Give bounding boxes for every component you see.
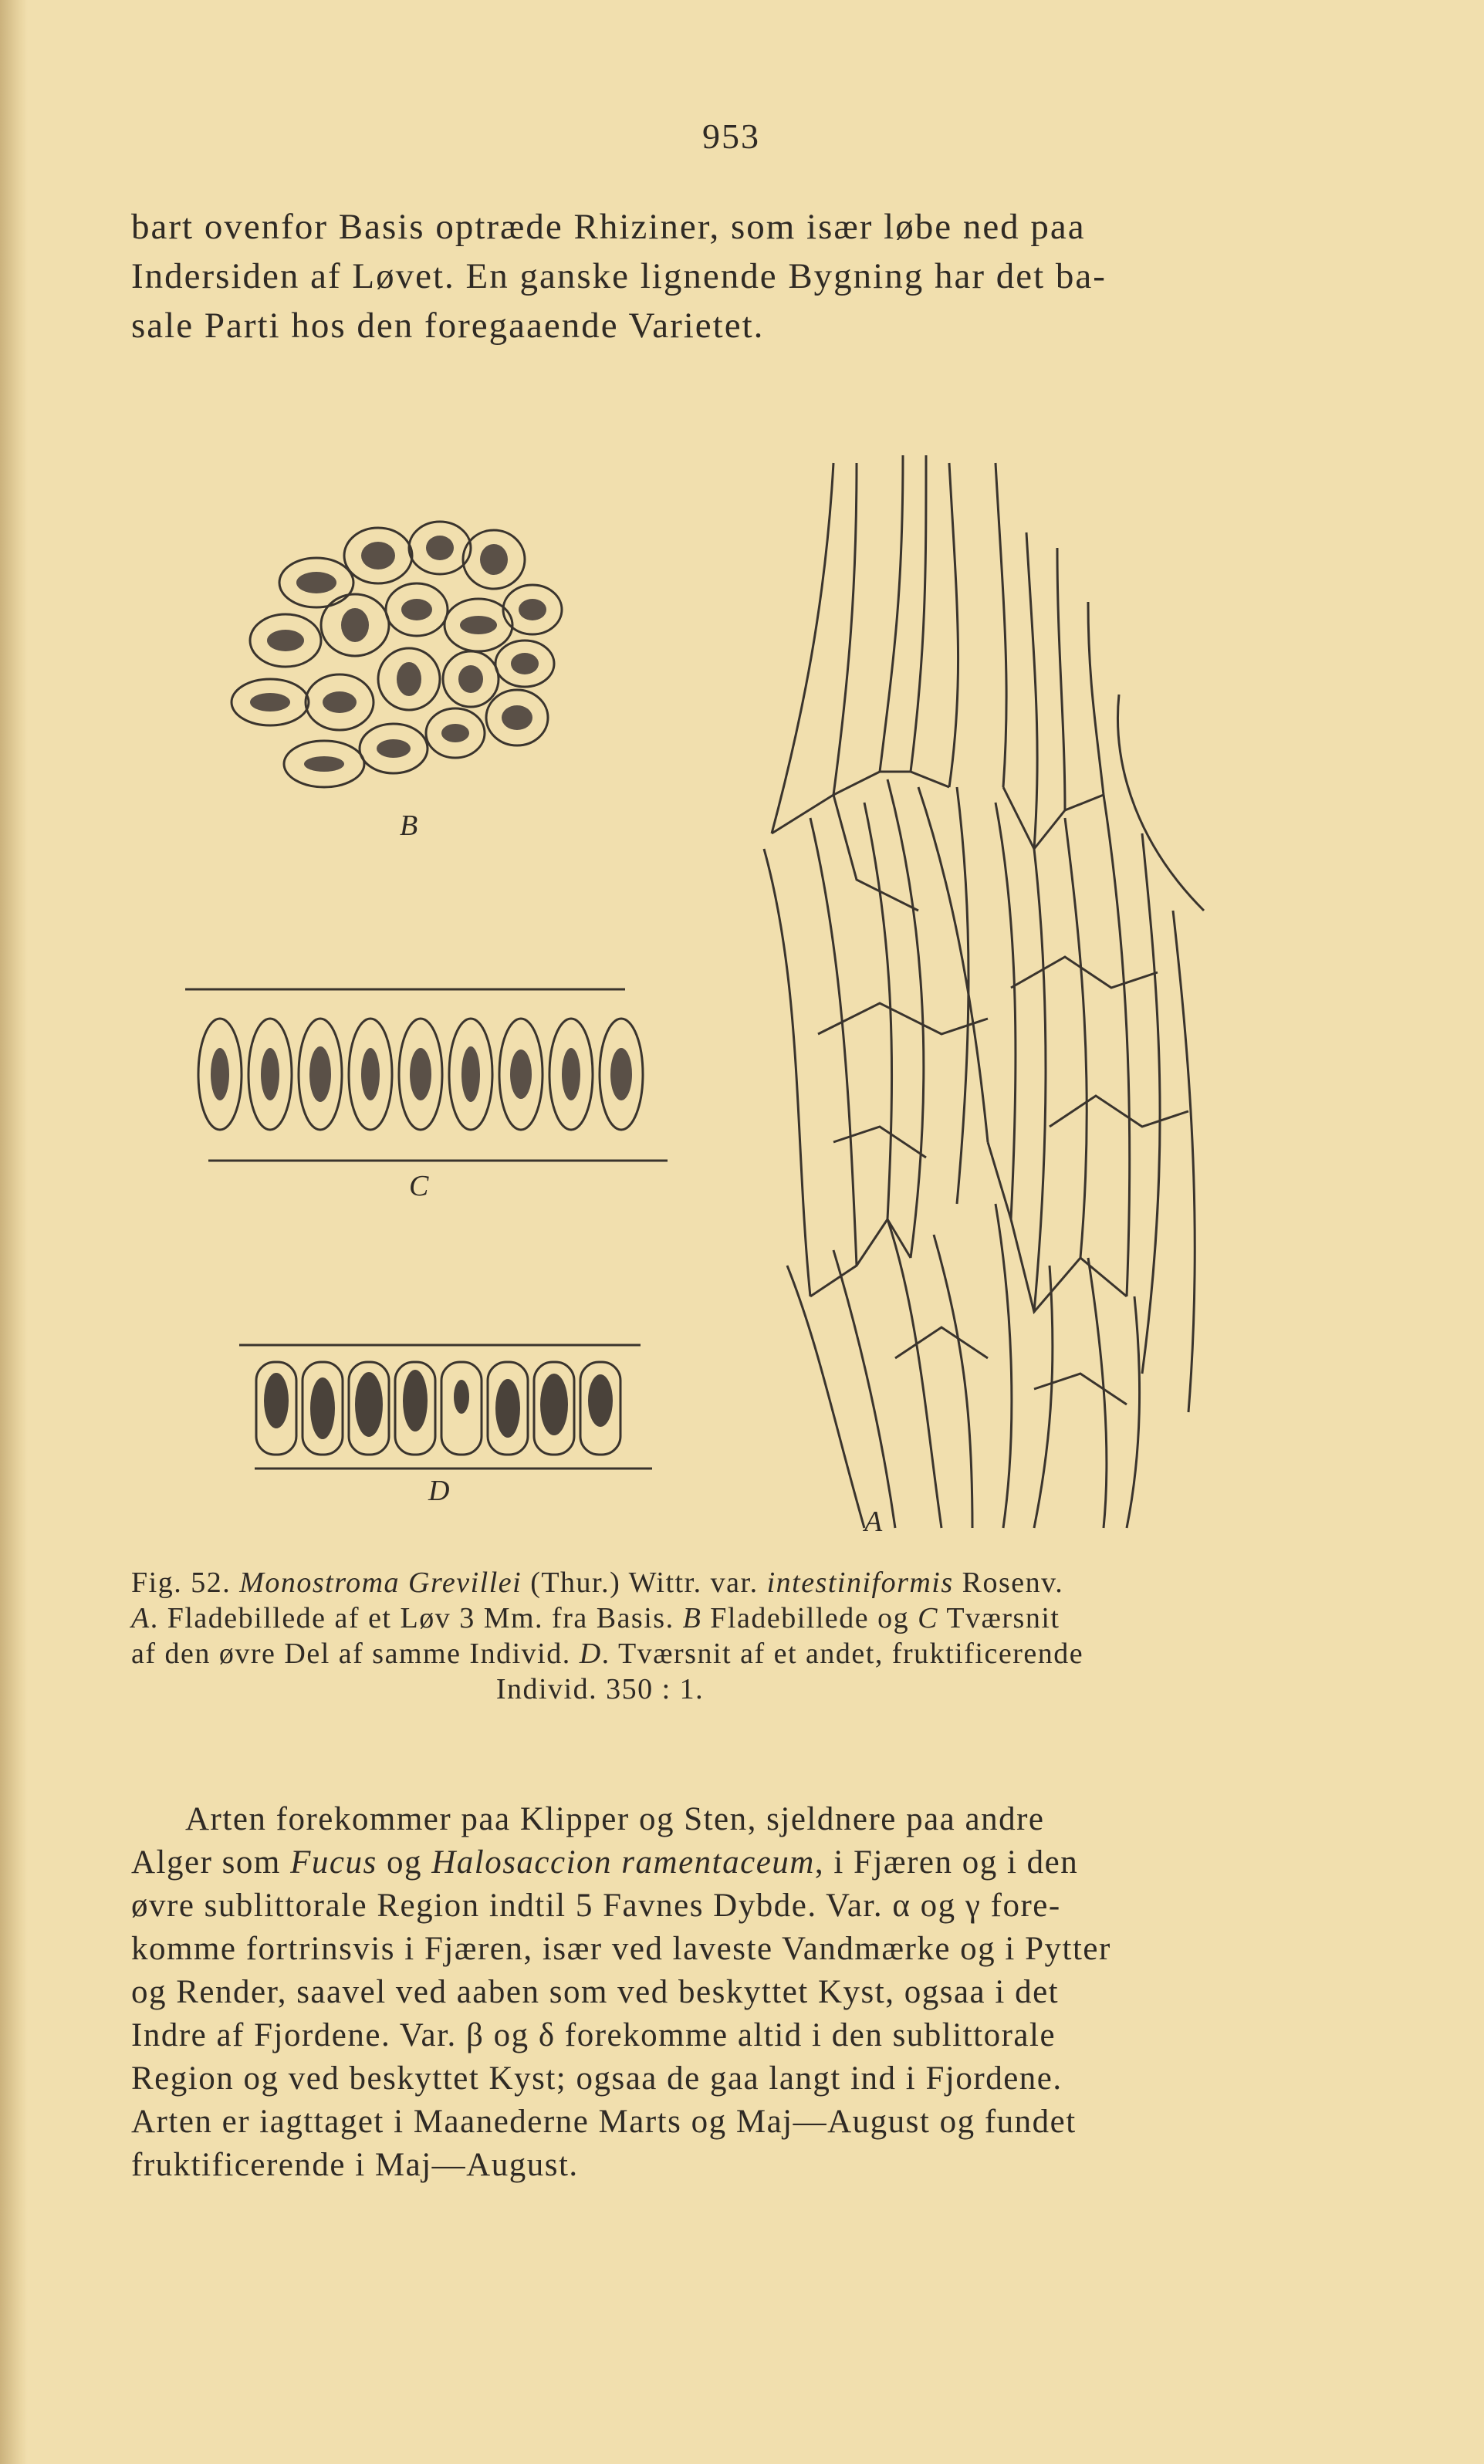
figure-a-surface-view [741, 448, 1235, 1543]
caption-variety: intestiniformis [766, 1567, 954, 1599]
body-paragraph [131, 1798, 1320, 2187]
caption-species: Monostroma Grevillei [239, 1567, 522, 1599]
figure-caption [131, 1565, 1323, 1707]
figure-d-fruiting-cross-section [239, 1339, 656, 1474]
body-text-2: og [377, 1844, 432, 1881]
body-genus-fucus: Fucus [290, 1844, 377, 1881]
caption-variety-author: Rosenv. [953, 1567, 1064, 1599]
caption-ref-c: C [918, 1602, 938, 1634]
caption-text-c: Tværsnit [938, 1602, 1060, 1634]
figure-b-cell-cluster [224, 509, 594, 810]
page-edge-shadow [0, 0, 28, 2464]
figure-label-a: A [864, 1506, 883, 1538]
figure-label-b: B [400, 810, 418, 842]
caption-ref-b: B [682, 1602, 702, 1634]
caption-authority: (Thur.) Wittr. var. [522, 1567, 767, 1599]
caption-text-b: Fladebillede og [701, 1602, 918, 1634]
caption-fig-number: Fig. 52. [131, 1567, 232, 1599]
body-text-1: Arten forekommer paa Klipper og Sten, sjeldnere paa andre Alger som [131, 1801, 1045, 1881]
caption-text-c-cont: af den øvre Del af samme Individ. [131, 1638, 580, 1670]
body-species-halosaccion: Halosaccion ramentaceum [431, 1844, 815, 1881]
figure-label-c: C [409, 1170, 429, 1202]
caption-ref-a: A [131, 1602, 150, 1634]
caption-text-a: . Fladebillede af et Løv 3 Mm. fra Basis. [150, 1602, 683, 1634]
caption-line-4: Individ. 350 : 1. [495, 1673, 705, 1705]
intro-paragraph: bart ovenfor Basis optræde Rhiziner, som især løbe ned paa Indersiden af Løvet. En ganske lignende Bygning har det ba- sale Parti hos den foregaaende Varietet. [131, 207, 1107, 346]
figure-label-d: D [428, 1475, 450, 1507]
caption-line-1 [131, 1565, 1323, 1600]
caption-line-3 [131, 1636, 1323, 1671]
caption-line-2 [131, 1600, 1323, 1636]
figure-c-cross-section [185, 974, 671, 1175]
caption-text-d: . Tværsnit af et andet, fruktificerende [601, 1638, 1084, 1670]
body-text-3: , i Fjæren og i den øvre sublittorale Region indtil 5 Favnes Dybde. Var. α og γ fore- komme fortrinsvis i Fjæren, især ved laveste Vandmærke og i Pytter og Render, saavel ved aaben som ved beskyttet Kyst, ogsaa i det Indre af Fjordene. Var. β og δ forekomme altid i den sublittorale Region og ved beskyttet Kyst; ogsaa de gaa langt ind i Fjordene. Arten er iagttaget i Maanederne Marts og Maj—August og fundet fruktificerende i Maj—August. [131, 1844, 1111, 2183]
page-number: 953 [702, 117, 760, 156]
caption-ref-d: D [579, 1638, 602, 1670]
